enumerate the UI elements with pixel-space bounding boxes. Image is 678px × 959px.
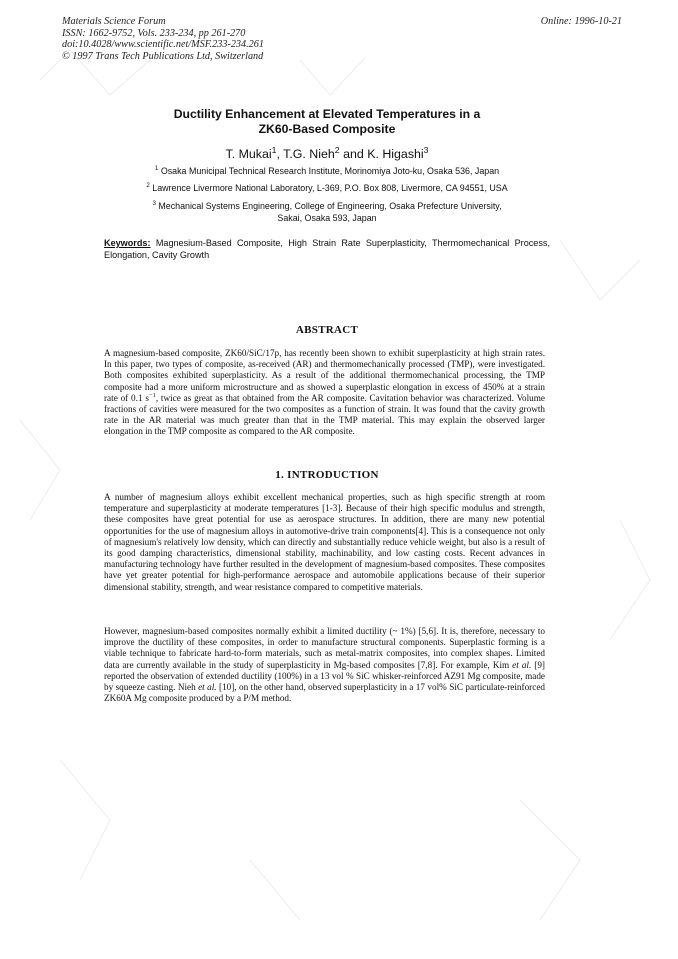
et-al: et al. [512, 659, 532, 670]
author-name: K. Higashi [367, 147, 424, 161]
paper-title [104, 107, 550, 137]
paragraph-text: However, magnesium-based composites normally exhibit a limited ductility (~ 1%) [5,6]. It is, therefore, necessary to improve the ductility of these composites, in order to manufacture structural components. Superplastic forming is a viable technique to fabricate hard-to-form materials, such as metal-matrix composites, into complex shapes. Limited data are currently available in the study of superplasticity in Mg-based composites [7,8]. For example, Kim [104, 626, 545, 670]
introduction-paragraph-2 [104, 626, 545, 704]
author-name: T. Mukai [225, 147, 272, 161]
affiliation-marker: 3 [423, 144, 429, 155]
keywords-label: Keywords: [104, 238, 151, 248]
et-al: et al. [198, 682, 217, 693]
affiliation-text: Mechanical Systems Engineering, College of Engineering, Osaka Prefecture University, Sakai, Osaka 593, Japan [158, 200, 502, 223]
affiliation-marker: 1 [154, 165, 159, 173]
affiliation-marker: 2 [334, 144, 340, 155]
keywords [104, 237, 550, 261]
abstract-text: A magnesium-based composite, ZK60/SiC/17p, has recently been shown to exhibit superplasticity at high strain rates. In this paper, two types of composite, as-received (AR) and thermomechanically processed (TMP), were investigated. Both composites exhibited superplasticity. As a result of the additional thermomechanical processing, the TMP composite had a more uniform microstructure and as showed a superplastic elongation in excess of 450% at a strain rate of 0.1 s [104, 348, 545, 403]
abstract-text: , twice as great as that obtained from the AR composite. Cavitation behavior was characterized. Volume fractions of cavities were measured for the two composites as a function of strain. It was found that the cavity growth rate in the AR material was much greater than that in the TMP material. This may explain the observed larger elongation in the TMP composite as compared to the AR composite. [104, 392, 545, 437]
title-line-2: ZK60-Based Composite [258, 122, 396, 136]
abstract-heading: ABSTRACT [295, 324, 359, 336]
affiliation-marker: 3 [152, 199, 156, 207]
online-date: Online: 1996-10-21 [540, 16, 622, 27]
unit-exponent: −1 [148, 391, 156, 399]
author-list [104, 144, 550, 161]
affiliation-list [100, 165, 554, 229]
affiliation-text: Osaka Municipal Technical Research Institute, Morinomiya Joto-ku, Osaka 536, Japan [160, 166, 500, 176]
journal-name: Materials Science Forum [62, 16, 166, 27]
author-name: T.G. Nieh [283, 147, 335, 161]
affiliation-item [100, 165, 554, 177]
affiliation-marker: 1 [271, 144, 277, 155]
issn-line: ISSN: 1662-9752, Vols. 233-234, pp 261-270 [62, 27, 246, 39]
affiliation-item [100, 200, 554, 225]
affiliation-text: Lawrence Livermore National Laboratory, L-369, P.O. Box 808, Livermore, CA 94551, USA [152, 183, 508, 194]
author-separator: and [339, 147, 368, 161]
paragraph-text: [10], on the other hand, observed superplasticity in a 17 vol% SiC particulate-reinforced ZK60A Mg composite produced by a P/M method. [104, 682, 545, 704]
publication-info [62, 16, 264, 62]
doi-link[interactable]: doi:10.4028/www.scientific.net/MSF.233-234.261 [62, 39, 264, 51]
paragraph-text: [9] reported the observation of extended ductility (100%) in a 13 vol % SiC whisker-reinforced AZ91 Mg composite, made by squeeze casting. Nieh [104, 659, 545, 693]
copyright-line: © 1997 Trans Tech Publications Ltd, Switzerland [62, 50, 264, 62]
author-separator: , [276, 147, 284, 161]
affiliation-item [100, 182, 554, 194]
affiliation-marker: 2 [146, 182, 150, 190]
abstract-body [104, 348, 545, 438]
introduction-paragraph-1: A number of magnesium alloys exhibit excellent mechanical properties, such as high specific strength at room temperature and superplasticity at moderate temperatures [1-3]. Because of their high specific modulus and strength, these composites have great potential for use as aerospace structures. In addition, there are many new potential opportunities for the use of magnesium alloys in automotive-drive train components[4]. This is a consequence not only of magnesium's relatively low density, which can directly and substantially reduce vehicle weight, but also is a result of its good damping characteristics, dimensional stability, machinability, and low casting costs. Recent advances in manufacturing technology have further resulted in the development of magnesium-based composites. These composites have yet greater potential for high-performance aerospace and automobile applications because of their superior dimensional stability, strength, and wear resistance compared to competitive materials. [104, 492, 545, 592]
title-line-1: Ductility Enhancement at Elevated Temperatures in a [173, 107, 481, 121]
introduction-heading: 1. INTRODUCTION [275, 469, 379, 481]
keywords-text: Magnesium-Based Composite, High Strain Rate Superplasticity, Thermomechanical Process, Elongation, Cavity Growth [104, 238, 550, 260]
